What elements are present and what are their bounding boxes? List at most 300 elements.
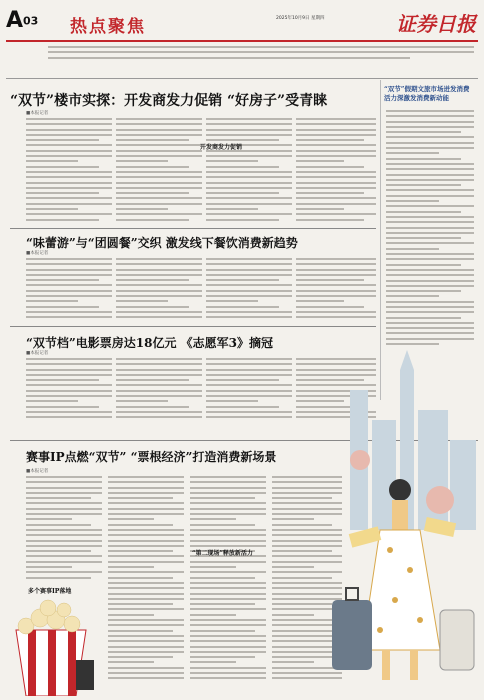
text-line (190, 603, 255, 605)
text-line (26, 187, 112, 189)
popcorn-illustration (6, 590, 96, 696)
article-1-col-4 (296, 118, 376, 226)
text-line (206, 274, 292, 276)
text-line (386, 280, 474, 282)
text-line (296, 263, 376, 265)
text-line (116, 269, 202, 271)
text-line (26, 540, 102, 542)
text-line (296, 279, 364, 281)
text-line (26, 219, 99, 221)
article-1-col-2 (116, 118, 202, 226)
article-2-col-2 (116, 258, 202, 322)
text-line (26, 476, 102, 478)
text-line (26, 118, 112, 120)
text-line (190, 630, 255, 632)
text-line (190, 518, 236, 520)
newspaper-logo: 证券日报 (396, 12, 476, 36)
text-line (108, 513, 184, 515)
text-line (296, 269, 376, 271)
text-line (386, 174, 474, 176)
text-line (116, 150, 202, 152)
text-line (26, 176, 112, 178)
text-line (26, 411, 112, 413)
text-line (386, 332, 474, 334)
byline-2: ■本报记者 (26, 251, 49, 256)
text-line (386, 237, 461, 239)
text-line (386, 269, 474, 271)
text-line (116, 258, 202, 260)
text-line (386, 311, 474, 313)
text-line (26, 182, 112, 184)
text-line (296, 208, 344, 210)
fourth-headline: 赛事IP点燃“双节” “票根经济”打造消费新场景 (26, 450, 277, 464)
text-line (116, 160, 168, 162)
text-line (296, 150, 376, 152)
text-line (116, 374, 202, 376)
text-line (386, 152, 439, 154)
text-line (108, 518, 154, 520)
text-line (296, 219, 364, 221)
text-line (116, 187, 202, 189)
section-title: 热点聚焦 (70, 17, 146, 37)
text-line (26, 487, 102, 489)
text-line (206, 219, 279, 221)
text-line (116, 369, 202, 371)
text-line (108, 540, 184, 542)
text-line (386, 322, 474, 324)
text-line (206, 171, 292, 173)
text-line (386, 295, 439, 297)
text-line (26, 566, 72, 568)
text-line (206, 203, 292, 205)
text-line (206, 290, 292, 292)
article-3-col-2 (116, 358, 202, 422)
text-line (116, 263, 202, 265)
subhead-2: “第二现场”释放新活力 (192, 550, 253, 557)
text-line (116, 203, 202, 205)
sidebar-headline: “双节”假期文旅市场迸发消费活力深激发消费新动能 (384, 85, 470, 102)
text-line (108, 476, 184, 478)
text-line (296, 311, 376, 313)
text-line (296, 123, 376, 125)
text-line (26, 534, 102, 536)
text-line (116, 123, 202, 125)
text-line (206, 279, 279, 281)
article-4-col-1 (26, 476, 102, 586)
note-rule (6, 78, 478, 79)
text-line (26, 274, 112, 276)
text-line (206, 295, 292, 297)
text-line (206, 316, 292, 318)
text-line (108, 598, 184, 600)
text-line (296, 129, 376, 131)
text-line (206, 284, 292, 286)
text-line (26, 311, 112, 313)
text-line (108, 672, 184, 674)
text-line (296, 306, 364, 308)
text-line (386, 184, 461, 186)
text-line (26, 369, 112, 371)
text-line (26, 123, 112, 125)
text-line (26, 390, 112, 392)
text-line (386, 163, 474, 165)
text-line (26, 290, 112, 292)
text-line (26, 192, 99, 194)
text-line (386, 232, 474, 234)
text-line (108, 608, 184, 610)
text-line (206, 258, 292, 260)
text-line (386, 338, 474, 340)
sidebar-text (386, 110, 474, 350)
text-line (386, 264, 461, 266)
text-line (116, 384, 202, 386)
text-line (296, 171, 376, 173)
text-line (26, 358, 112, 360)
text-line (26, 384, 112, 386)
text-line (296, 182, 376, 184)
text-line (26, 555, 102, 557)
article-4-col-2 (108, 476, 184, 686)
text-line (296, 274, 376, 276)
text-line (190, 577, 255, 579)
text-line (108, 593, 184, 595)
text-line (386, 211, 461, 213)
text-line (26, 197, 112, 199)
text-line (190, 566, 236, 568)
text-line (26, 363, 112, 365)
text-line (116, 144, 202, 146)
text-line (206, 182, 292, 184)
text-line (386, 248, 439, 250)
text-line (206, 306, 279, 308)
text-line (296, 176, 376, 178)
text-line (386, 136, 474, 138)
text-line (26, 213, 112, 215)
text-line (386, 179, 474, 181)
text-line (26, 550, 91, 552)
text-line (296, 166, 364, 168)
text-line (108, 502, 184, 504)
text-line (26, 295, 112, 297)
text-line (108, 677, 184, 679)
text-line (296, 144, 376, 146)
text-line (116, 166, 189, 168)
text-line (206, 192, 279, 194)
text-line (116, 213, 202, 215)
text-line (386, 242, 474, 244)
dateline: 2025年10月9日 星期四 (276, 16, 325, 21)
text-line (116, 316, 202, 318)
text-line (206, 197, 292, 199)
text-line (296, 192, 364, 194)
text-line (386, 131, 461, 133)
text-line (386, 290, 461, 292)
text-line (26, 416, 112, 418)
text-line (296, 118, 376, 120)
text-line (26, 129, 112, 131)
text-line (296, 295, 376, 297)
text-line (116, 134, 202, 136)
text-line (206, 118, 292, 120)
text-line (108, 492, 184, 494)
text-line (26, 203, 112, 205)
text-line (296, 155, 376, 157)
text-line (108, 555, 184, 557)
text-line (26, 279, 99, 281)
text-line (116, 306, 189, 308)
text-line (26, 561, 102, 563)
text-line (190, 497, 255, 499)
text-line (386, 327, 474, 329)
text-line (108, 603, 173, 605)
text-line (26, 518, 72, 520)
text-line (26, 400, 78, 402)
text-line (296, 134, 376, 136)
text-line (26, 492, 102, 494)
subhead-3: 多个赛事IP落地 (28, 588, 72, 595)
text-line (108, 661, 154, 663)
masthead (6, 6, 478, 44)
text-line (190, 656, 255, 658)
text-line (386, 200, 439, 202)
article-3-col-1 (26, 358, 112, 422)
text-line (296, 197, 376, 199)
text-line (386, 126, 474, 128)
text-line (296, 300, 344, 302)
text-line (296, 258, 376, 260)
text-line (206, 187, 292, 189)
text-line (206, 160, 258, 162)
text-line (116, 390, 202, 392)
text-line (116, 118, 202, 120)
text-line (116, 400, 168, 402)
text-line (26, 155, 112, 157)
text-line (26, 374, 112, 376)
text-line (206, 134, 292, 136)
text-line (116, 363, 202, 365)
text-line (26, 139, 99, 141)
text-line (26, 395, 112, 397)
text-line (116, 176, 202, 178)
text-line (26, 166, 99, 168)
text-line (386, 317, 461, 319)
article-2-col-1 (26, 258, 112, 322)
text-line (386, 115, 474, 117)
divider-2 (10, 326, 376, 327)
text-line (386, 343, 439, 345)
text-line (386, 110, 474, 112)
text-line (190, 661, 236, 663)
text-line (26, 269, 112, 271)
text-line (108, 630, 173, 632)
text-line (26, 513, 102, 515)
text-line (26, 502, 102, 504)
article-1-col-3 (206, 118, 292, 226)
text-line (108, 561, 184, 563)
text-line (386, 158, 461, 160)
text-line (26, 508, 102, 510)
text-line (116, 416, 202, 418)
text-line (26, 160, 78, 162)
text-line (296, 316, 376, 318)
text-line (108, 646, 184, 648)
text-line (108, 529, 184, 531)
text-line (108, 614, 154, 616)
text-line (190, 524, 255, 526)
text-line (26, 208, 78, 210)
text-line (386, 147, 474, 149)
text-line (386, 258, 474, 260)
text-line (26, 545, 102, 547)
text-line (26, 316, 112, 318)
text-line (116, 279, 189, 281)
text-line (26, 379, 99, 381)
text-line (26, 284, 112, 286)
editor-note (48, 46, 474, 62)
text-line (386, 301, 474, 303)
text-line (26, 406, 99, 408)
third-headline: “双节档”电影票房达18亿元 《志愿军3》摘冠 (26, 336, 274, 350)
text-line (386, 274, 474, 276)
text-line (108, 497, 173, 499)
text-line (206, 123, 292, 125)
text-line (26, 134, 112, 136)
text-line (206, 208, 258, 210)
text-line (108, 545, 184, 547)
text-line (296, 213, 376, 215)
text-line (206, 155, 292, 157)
subhead-1: 开发商发力促销 (200, 144, 243, 151)
text-line (296, 284, 376, 286)
byline-3: ■本报记者 (26, 351, 49, 356)
text-line (116, 129, 202, 131)
text-line (386, 121, 474, 123)
page-number: A03 (6, 8, 39, 33)
text-line (26, 150, 112, 152)
text-line (108, 656, 173, 658)
byline-4: ■本报记者 (26, 469, 49, 474)
text-line (108, 640, 184, 642)
text-line (206, 166, 279, 168)
text-line (206, 311, 292, 313)
text-line (296, 290, 376, 292)
text-line (206, 300, 258, 302)
masthead-rule (6, 40, 478, 42)
text-line (26, 144, 112, 146)
text-line (206, 269, 292, 271)
text-line (116, 192, 189, 194)
text-line (386, 221, 474, 223)
text-line (116, 182, 202, 184)
text-line (26, 171, 112, 173)
text-line (108, 508, 184, 510)
text-line (26, 300, 78, 302)
text-line (386, 195, 474, 197)
text-line (116, 219, 189, 221)
text-line (116, 411, 202, 413)
text-line (108, 481, 184, 483)
text-line (108, 550, 173, 552)
text-line (116, 208, 168, 210)
text-line (26, 306, 99, 308)
text-line (206, 129, 292, 131)
text-line (108, 651, 184, 653)
text-line (386, 142, 474, 144)
article-2-col-3 (206, 258, 292, 322)
text-line (108, 566, 154, 568)
text-line (26, 529, 102, 531)
text-line (108, 571, 184, 573)
text-line (116, 139, 189, 141)
text-line (26, 571, 102, 573)
text-line (206, 213, 292, 215)
article-2-col-4 (296, 258, 376, 322)
article-1-col-1 (26, 118, 112, 226)
text-line (296, 160, 344, 162)
text-line (116, 311, 202, 313)
text-line (386, 253, 474, 255)
text-line (108, 534, 184, 536)
text-line (116, 171, 202, 173)
text-line (386, 306, 474, 308)
text-line (108, 524, 173, 526)
text-line (206, 263, 292, 265)
text-line (116, 300, 168, 302)
text-line (108, 487, 184, 489)
text-line (108, 582, 184, 584)
text-line (116, 274, 202, 276)
text-line (26, 577, 91, 579)
text-line (116, 395, 202, 397)
text-line (26, 497, 91, 499)
text-line (108, 587, 184, 589)
text-line (116, 406, 189, 408)
text-line (26, 481, 102, 483)
text-line (386, 227, 474, 229)
text-line (296, 203, 376, 205)
text-line (116, 295, 202, 297)
text-line (296, 187, 376, 189)
main-headline: “双节”楼市实探：开发商发力促销 “好房子”受青睐 (10, 93, 328, 109)
text-line (26, 524, 91, 526)
travel-illustration (250, 350, 478, 690)
text-line (206, 139, 279, 141)
text-line (116, 284, 202, 286)
text-line (386, 285, 474, 287)
text-line (206, 176, 292, 178)
text-line (26, 263, 112, 265)
second-headline: “味蕾游”与“团圆餐”交织 激发线下餐饮消费新趋势 (26, 236, 298, 250)
text-line (26, 258, 112, 260)
text-line (116, 290, 202, 292)
text-line (108, 667, 184, 669)
text-line (386, 205, 474, 207)
text-line (386, 189, 474, 191)
text-line (386, 168, 474, 170)
text-line (190, 614, 236, 616)
text-line (108, 619, 184, 621)
text-line (108, 577, 173, 579)
text-line (116, 197, 202, 199)
divider-1 (10, 228, 376, 229)
text-line (108, 635, 184, 637)
text-line (116, 155, 202, 157)
text-line (386, 216, 474, 218)
text-line (116, 379, 189, 381)
text-line (116, 358, 202, 360)
byline-1: ■本报记者 (26, 111, 49, 116)
text-line (296, 139, 364, 141)
